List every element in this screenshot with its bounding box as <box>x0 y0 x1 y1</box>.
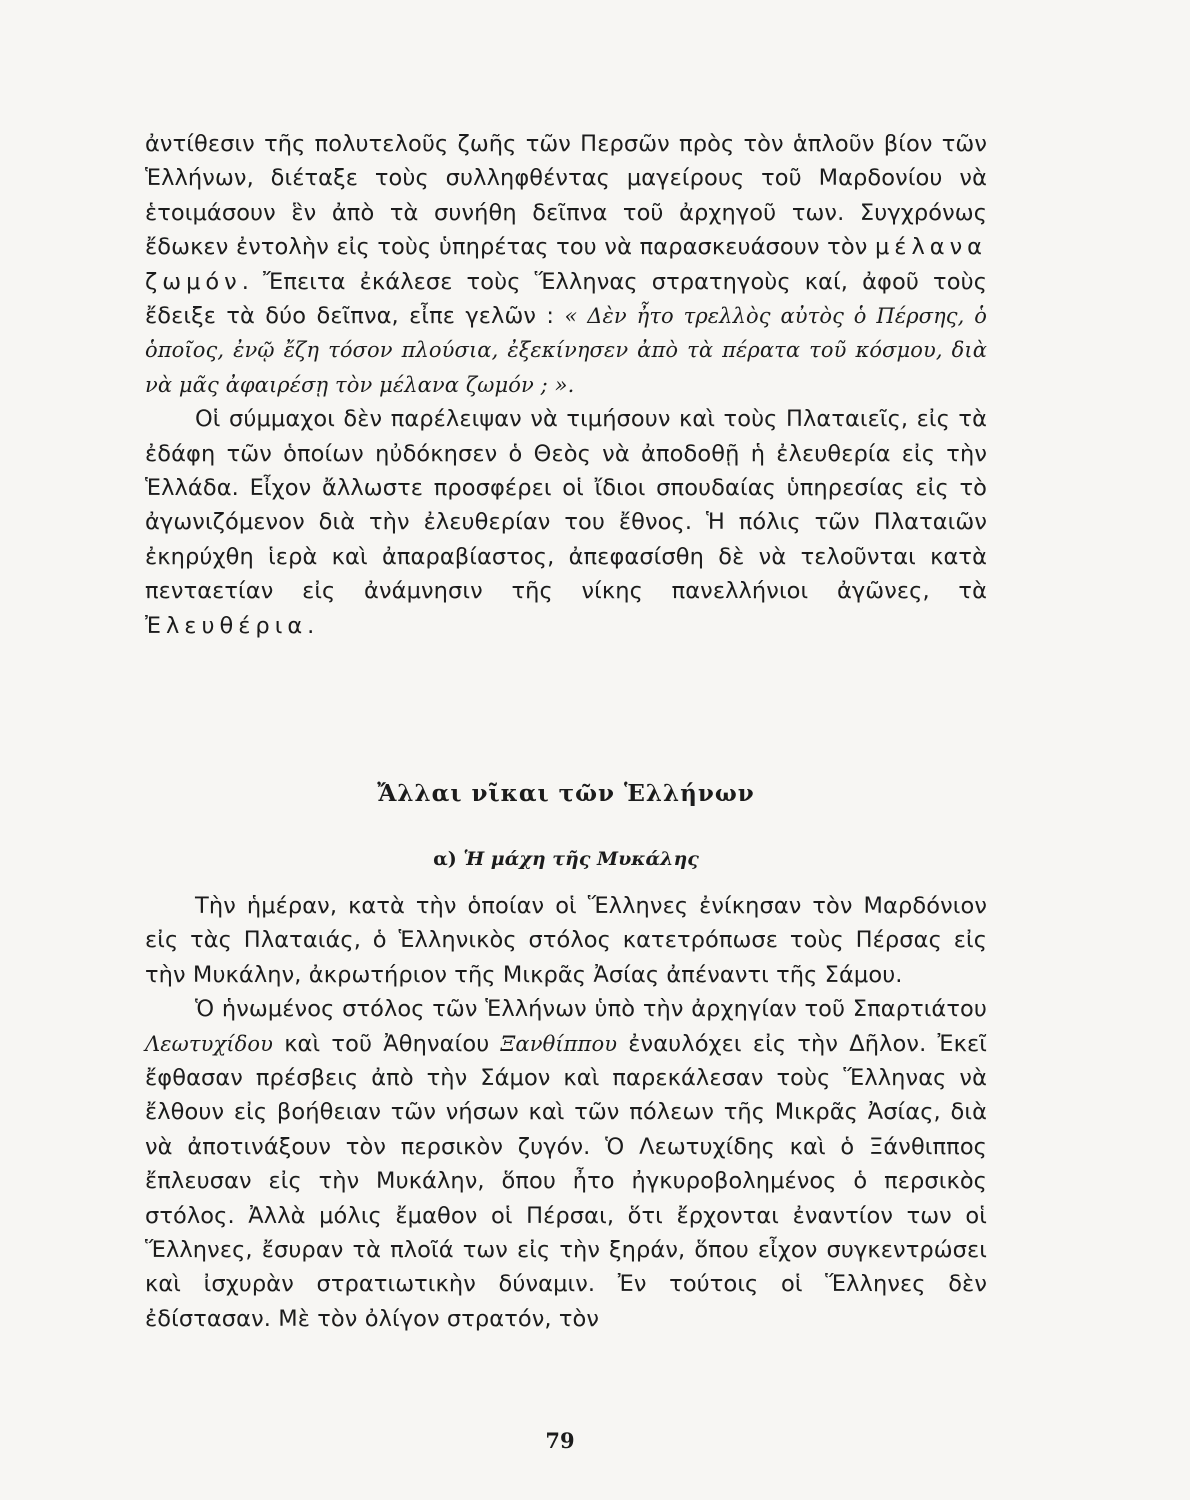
text-run: . Ἔπειτα ἐκάλεσε τοὺς Ἕλληνας στρατηγοὺς καί, ἀφοῦ τοὺς ἔδειξε τὰ δύο δεῖπνα, εἶπε γελῶν : <box>145 268 987 330</box>
text-run: ἀντίθεσιν τῆς πολυτελοῦς ζωῆς τῶν Περσῶν πρὸς τὸν ἁπλοῦν βίον τῶν Ἑλλήνων, διέταξε τοὺς συλληφθέντας μαγείρους τοῦ Μαρδονίου νὰ ἑτοιμάσουν ἓν ἀπὸ τὰ συνήθη δεῖπνα τοῦ ἀρχηγοῦ των. Συγχρόνως ἔδωκεν ἐντολὴν εἰς τοὺς ὑπηρέτας του νὰ παρασκευάσουν τὸν <box>145 131 987 261</box>
italic-name: Λεωτυχίδου <box>145 1031 273 1056</box>
paragraph-mycale-fleet <box>145 992 987 1336</box>
sub-heading <box>145 848 987 870</box>
page-number: 79 <box>545 1428 575 1453</box>
italic-name: Ξανθίππου <box>500 1031 618 1056</box>
sub-heading-label: α) <box>433 848 457 870</box>
text-run: Οἱ σύμμαχοι δὲν παρέλειψαν νὰ τιμήσουν καὶ τοὺς Πλαταιεῖς, εἰς τὰ ἐδάφη τῶν ὁποίων ηὐδόκησεν ὁ Θεὸς νὰ ἀποδοθῇ ἡ ἐλευθερία εἰς τὴν Ἑλλάδα. Εἶχον ἄλλωστε προσφέρει οἱ ἴδιοι σπουδαίας ὑπηρεσίας εἰς τὸ ἀγωνιζόμενον διὰ τὴν ἐλευθερίαν του ἔθνος. Ἡ πόλις τῶν Πλαταιῶν ἐκηρύχθη ἱερὰ καὶ ἀπαραβίαστος, ἀπεφασίσθη δὲ νὰ τελοῦνται κατὰ πενταετίαν εἰς ἀνάμνησιν τῆς νίκης πανελλήνιοι ἀγῶνες, τὰ <box>145 406 987 605</box>
text-run: καὶ τοῦ Ἀθηναίου <box>272 1030 501 1057</box>
paragraph-plataeans <box>145 402 987 643</box>
text-run: . <box>307 612 315 639</box>
paragraph-mycale-intro: Τὴν ἡμέραν, κατὰ τὴν ὁποίαν οἱ Ἕλληνες ἐνίκησαν τὸν Μαρδόνιον εἰς τὰς Πλαταιάς, ὁ Ἑλληνικὸς στόλος κατετρόπωσε τοὺς Πέρσας εἰς τὴν Μυκάλην, ἀκρωτήριον τῆς Μικρᾶς Ἀσίας ἀπέναντι τῆς Σάμου. <box>145 893 987 988</box>
text-block-bottom <box>145 889 987 1336</box>
italic-quote: « Δὲν ἦτο τρελλὸς αὐτὸς ὁ Πέρσης, ὁ ὁποῖος, ἐνῷ ἔζη τόσον πλούσια, ἐξεκίνησεν ἀπὸ τὰ πέρατα τοῦ κόσμου, διὰ νὰ μᾶς ἀφαιρέσῃ τὸν μέλανα ζωμόν ; ». <box>145 304 987 397</box>
paragraph-continued <box>145 127 987 402</box>
text-run: ἐναυλόχει εἰς τὴν Δῆλον. Ἐκεῖ ἔφθασαν πρέσβεις ἀπὸ τὴν Σάμον καὶ παρεκάλεσαν τοὺς Ἕλληνας νὰ ἔλθουν εἰς βοήθειαν τῶν νήσων καὶ τῶν πόλεων τῆς Μικρᾶς Ἀσίας, διὰ νὰ ἀποτινάξουν τὸν περσικὸν ζυγόν. Ὁ Λεωτυχίδης καὶ ὁ Ξάνθιππος ἔπλευσαν εἰς τὴν Μυκάλην, ὅπου ἦτο ἠγκυροβολημένος ὁ περσικὸς στόλος. Ἀλλὰ μόλις ἔμαθον οἱ Πέρσαι, ὅτι ἔρχονται ἐναντίον των οἱ Ἕλληνες, ἔσυραν τὰ πλοῖά των εἰς τὴν ξηράν, ὅπου εἶχον συγκεντρώσει καὶ ἰσχυρὰν στρατιωτικὴν δύναμιν. Ἐν τούτοις οἱ Ἕλληνες δὲν ἐδίστασαν. Μὲ τὸν ὀλίγον στρατόν, τὸν <box>145 1030 987 1332</box>
spaced-term: Ἐλευθέρια <box>145 612 308 639</box>
text-run: Ὁ ἡνωμένος στόλος τῶν Ἑλλήνων ὑπὸ τὴν ἀρχηγίαν τοῦ Σπαρτιάτου <box>195 996 987 1023</box>
text-block-top <box>145 127 987 643</box>
section-heading: Ἄλλαι νῖκαι τῶν Ἑλλήνων <box>377 780 755 807</box>
sub-heading-text: Ἡ μάχη τῆς Μυκάλης <box>463 848 699 870</box>
spaced-term: μέλανα ζωμόν <box>145 234 987 295</box>
